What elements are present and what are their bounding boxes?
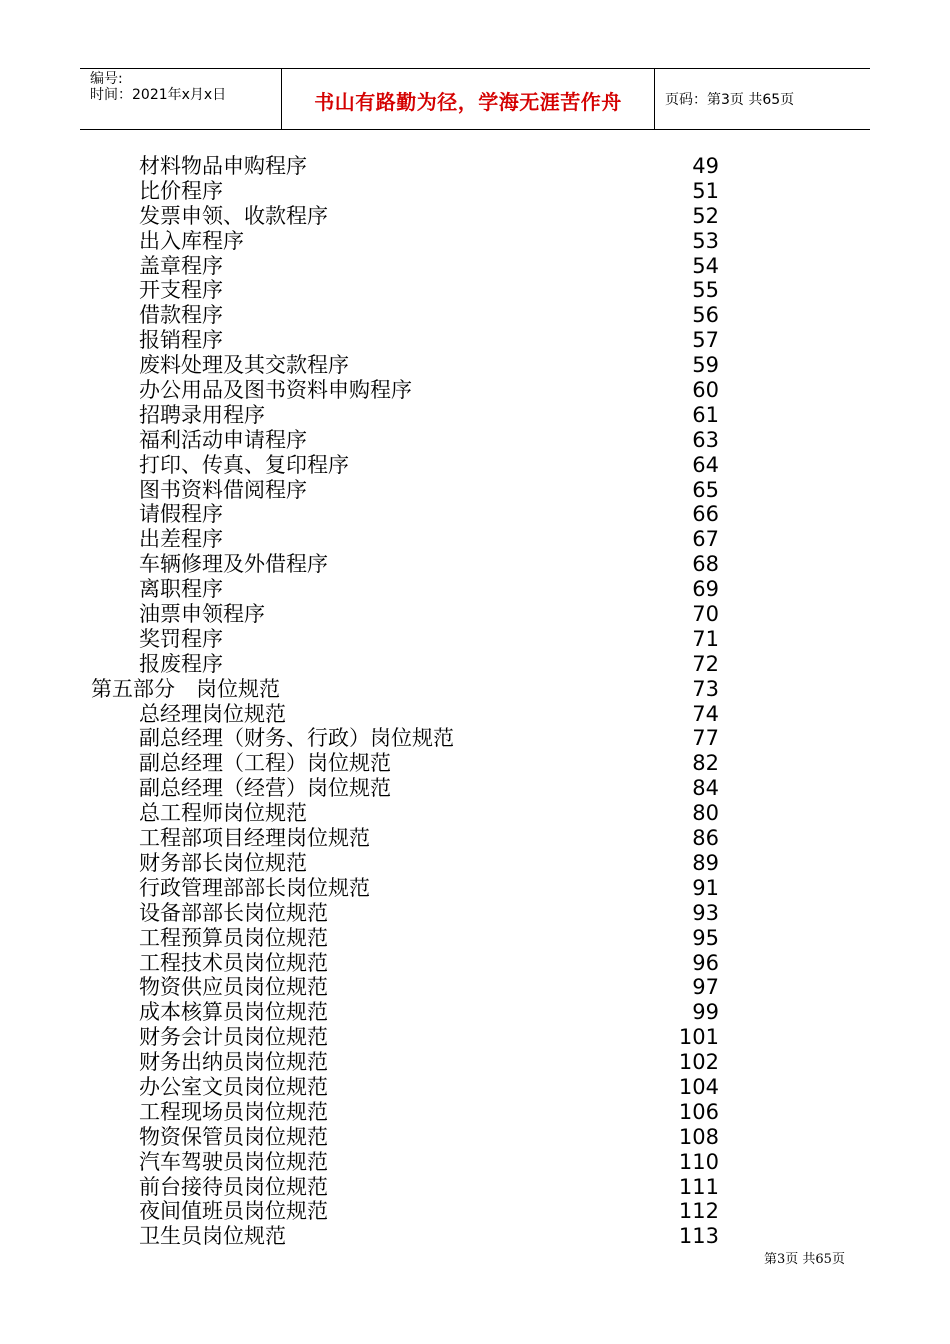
toc-entry: [0, 229, 950, 254]
toc-entry-title: 报销程序: [139, 328, 223, 353]
toc-entry-page: 52: [692, 203, 719, 228]
toc-entry-title: 卫生员岗位规范: [139, 1224, 286, 1249]
toc-entry: [0, 1224, 950, 1249]
toc-entry-title: 工程部项目经理岗位规范: [139, 826, 370, 851]
toc-entry-page: 71: [692, 626, 719, 651]
toc-entry-title: 离职程序: [139, 577, 223, 602]
toc-entry: [0, 1025, 950, 1050]
toc-entry-page: 104: [678, 1074, 719, 1099]
toc-entry-page: 106: [678, 1099, 719, 1124]
toc-entry: [0, 502, 950, 527]
toc-entry-title: 行政管理部部长岗位规范: [139, 875, 370, 900]
toc-entry-page: 93: [692, 900, 719, 925]
toc-entry: [0, 453, 950, 478]
toc-entry: [0, 951, 950, 976]
header-page-info: 页码：第3页 共65页: [665, 92, 795, 108]
toc-entry-page: 68: [692, 552, 719, 577]
toc-entry-title: 请假程序: [139, 502, 223, 527]
toc-entry-title: 夜间值班员岗位规范: [139, 1199, 328, 1224]
toc-entry-page: 112: [678, 1199, 719, 1224]
toc-entry-title: 工程现场员岗位规范: [139, 1099, 328, 1124]
toc-entry: [0, 801, 950, 826]
toc-entry-page: 69: [692, 577, 719, 602]
toc-entry-title: 招聘录用程序: [139, 402, 265, 427]
toc-entry-page: 51: [692, 178, 719, 203]
toc-entry-title: 办公用品及图书资料申购程序: [139, 378, 412, 403]
toc-entry: [0, 478, 950, 503]
toc-entry: [0, 627, 950, 652]
toc-entry-title: 打印、传真、复印程序: [139, 452, 349, 477]
toc-entry-page: 84: [692, 776, 719, 801]
toc-entry-title: 成本核算员岗位规范: [139, 1000, 328, 1025]
toc-entry-title: 物资保管员岗位规范: [139, 1124, 328, 1149]
toc-entry-page: 96: [692, 950, 719, 975]
toc-entry-title: 车辆修理及外借程序: [139, 552, 328, 577]
toc-entry-title: 出差程序: [139, 527, 223, 552]
toc-entry-title: 废料处理及其交款程序: [139, 353, 349, 378]
toc-entry-page: 110: [678, 1149, 719, 1174]
toc-entry-title: 开支程序: [139, 278, 223, 303]
toc-entry-title: 借款程序: [139, 303, 223, 328]
toc-entry-page: 67: [692, 527, 719, 552]
table-of-contents: [0, 154, 950, 1249]
toc-entry-page: 64: [692, 452, 719, 477]
toc-entry-page: 95: [692, 925, 719, 950]
toc-entry: [0, 204, 950, 229]
toc-entry: [0, 353, 950, 378]
toc-entry-page: 77: [692, 726, 719, 751]
toc-entry-title: 福利活动申请程序: [139, 427, 307, 452]
toc-entry: [0, 303, 950, 328]
motto: 书山有路勤为径，学海无涯苦作舟: [314, 90, 622, 114]
number-label: 编号:: [90, 71, 123, 87]
toc-entry-page: 99: [692, 1000, 719, 1025]
page-header: [80, 68, 870, 130]
toc-entry-page: 82: [692, 751, 719, 776]
toc-entry-page: 60: [692, 378, 719, 403]
toc-entry: [0, 1100, 950, 1125]
toc-entry-page: 63: [692, 427, 719, 452]
toc-entry: [0, 776, 950, 801]
toc-entry-title: 油票申领程序: [139, 602, 265, 627]
toc-entry-page: 97: [692, 975, 719, 1000]
time-label: 时间：2021年x月x日: [90, 87, 227, 103]
toc-entry-page: 108: [678, 1124, 719, 1149]
toc-entry-page: 59: [692, 353, 719, 378]
toc-entry: [0, 328, 950, 353]
footer-page-info: 第3页 共65页: [764, 1252, 845, 1267]
toc-entry-page: 80: [692, 801, 719, 826]
toc-entry-page: 91: [692, 875, 719, 900]
toc-entry: [0, 527, 950, 552]
toc-entry-title: 副总经理（经营）岗位规范: [139, 776, 391, 801]
toc-entry-title: 财务会计员岗位规范: [139, 1025, 328, 1050]
toc-entry-page: 61: [692, 402, 719, 427]
toc-entry-title: 总经理岗位规范: [139, 701, 286, 726]
header-meta-cell: [80, 69, 282, 129]
toc-entry: [0, 1150, 950, 1175]
toc-entry-title: 奖罚程序: [139, 626, 223, 651]
toc-entry: [0, 1075, 950, 1100]
toc-entry: [0, 652, 950, 677]
toc-entry: [0, 1050, 950, 1075]
toc-entry-page: 89: [692, 850, 719, 875]
toc-entry-title: 副总经理（工程）岗位规范: [139, 751, 391, 776]
toc-entry-title: 工程预算员岗位规范: [139, 925, 328, 950]
toc-entry-page: 86: [692, 826, 719, 851]
toc-entry-title: 报废程序: [139, 651, 223, 676]
toc-entry-title: 财务部长岗位规范: [139, 850, 307, 875]
toc-entry-title: 办公室文员岗位规范: [139, 1074, 328, 1099]
toc-entry: [0, 826, 950, 851]
toc-entry-title: 前台接待员岗位规范: [139, 1174, 328, 1199]
toc-entry: [0, 702, 950, 727]
toc-entry-title: 盖章程序: [139, 253, 223, 278]
toc-entry: [0, 552, 950, 577]
toc-entry-page: 74: [692, 701, 719, 726]
toc-entry: [0, 577, 950, 602]
toc-entry-page: 49: [692, 154, 719, 178]
toc-entry: [0, 726, 950, 751]
toc-entry-page: 72: [692, 651, 719, 676]
toc-entry: [0, 428, 950, 453]
toc-entry-title: 第五部分 岗位规范: [91, 676, 280, 701]
toc-entry: [0, 851, 950, 876]
toc-entry: [0, 901, 950, 926]
toc-entry-title: 设备部部长岗位规范: [139, 900, 328, 925]
toc-entry-page: 111: [678, 1174, 719, 1199]
toc-entry: [0, 1125, 950, 1150]
toc-entry-page: 65: [692, 477, 719, 502]
toc-entry-page: 70: [692, 602, 719, 627]
toc-entry: [0, 179, 950, 204]
toc-entry-title: 发票申领、收款程序: [139, 203, 328, 228]
toc-entry-page: 102: [678, 1050, 719, 1075]
toc-entry: [0, 975, 950, 1000]
toc-entry: [0, 876, 950, 901]
toc-entry: [0, 403, 950, 428]
toc-entry-page: 101: [678, 1025, 719, 1050]
header-motto-cell: [282, 69, 655, 129]
toc-entry-title: 财务出纳员岗位规范: [139, 1050, 328, 1075]
toc-entry: [0, 602, 950, 627]
toc-entry-page: 54: [692, 253, 719, 278]
toc-entry-page: 55: [692, 278, 719, 303]
toc-entry-page: 53: [692, 228, 719, 253]
header-page-cell: [655, 69, 870, 129]
toc-entry-title: 出入库程序: [139, 228, 244, 253]
toc-entry-title: 比价程序: [139, 178, 223, 203]
toc-entry: [0, 1199, 950, 1224]
toc-entry-page: 57: [692, 328, 719, 353]
toc-entry-title: 材料物品申购程序: [139, 154, 307, 178]
toc-entry-page: 113: [678, 1224, 719, 1249]
toc-entry: [0, 1175, 950, 1200]
toc-entry: [0, 254, 950, 279]
toc-entry-title: 副总经理（财务、行政）岗位规范: [139, 726, 454, 751]
toc-entry-title: 图书资料借阅程序: [139, 477, 307, 502]
toc-entry-page: 73: [692, 676, 719, 701]
toc-entry: [0, 1000, 950, 1025]
toc-entry-page: 56: [692, 303, 719, 328]
toc-entry-title: 汽车驾驶员岗位规范: [139, 1149, 328, 1174]
toc-entry-title: 总工程师岗位规范: [139, 801, 307, 826]
toc-part-heading: [0, 677, 950, 702]
toc-entry-title: 物资供应员岗位规范: [139, 975, 328, 1000]
toc-entry: [0, 278, 950, 303]
toc-entry: [0, 378, 950, 403]
toc-entry: [0, 926, 950, 951]
toc-entry: [0, 751, 950, 776]
toc-entry-page: 66: [692, 502, 719, 527]
toc-entry-title: 工程技术员岗位规范: [139, 950, 328, 975]
toc-entry: [0, 154, 950, 179]
